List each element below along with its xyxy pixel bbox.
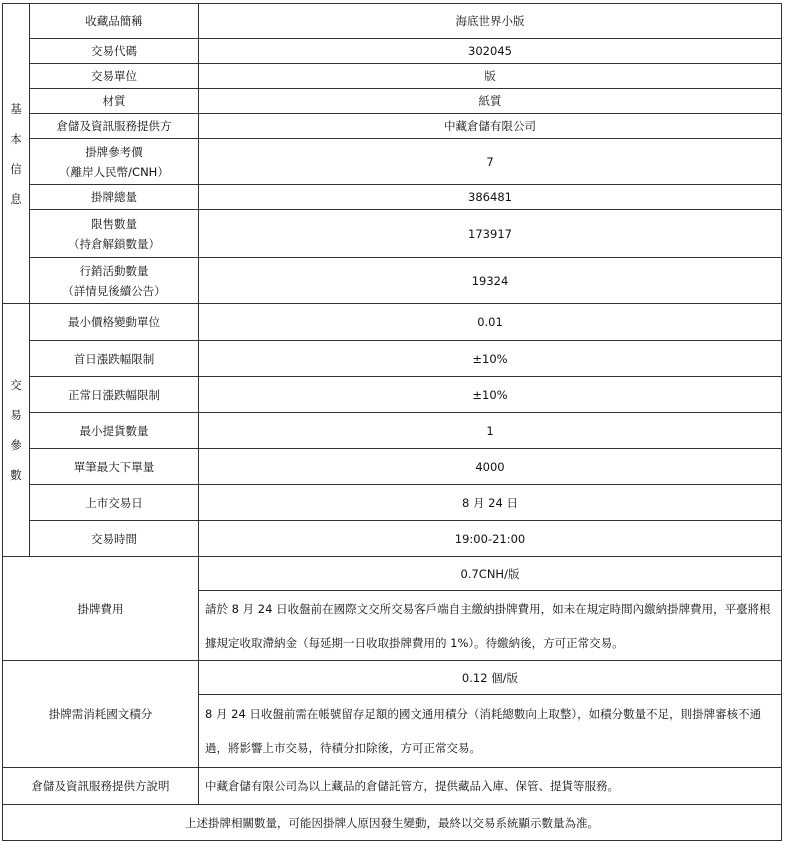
field-value: 版 [199, 64, 782, 89]
field-label: 材質 [30, 89, 199, 114]
table-row [3, 4, 782, 39]
points-value: 0.12 個/版 [199, 661, 782, 695]
field-label: 掛牌總量 [30, 185, 199, 210]
field-label: 正常日漲跌幅限制 [30, 377, 199, 413]
field-label: 單筆最大下單量 [30, 449, 199, 485]
field-value: 19324 [199, 258, 782, 304]
field-label: 最小價格變動單位 [30, 304, 199, 341]
listing-info-table [2, 3, 782, 841]
field-label: 交易代碼 [30, 39, 199, 64]
basic-section-label [3, 4, 30, 304]
points-description: 8 月 24 日收盤前需在帳號留存足額的國文通用積分（消耗總數向上取整），如積分數量不足，則掛牌審核不通過，將影響上市交易，待積分扣除後，方可正常交易。 [199, 695, 782, 768]
section-char: 交 [10, 378, 22, 392]
field-value: 302045 [199, 39, 782, 64]
field-value: 19:00-21:00 [199, 521, 782, 557]
field-value: 紙質 [199, 89, 782, 114]
field-label-line: （離岸人民幣/CNH） [59, 164, 169, 179]
trade-section-label [3, 304, 30, 557]
section-char: 易 [10, 408, 22, 422]
points-label: 掛牌需消耗國文積分 [3, 661, 199, 768]
field-value: 386481 [199, 185, 782, 210]
table-row [3, 413, 782, 449]
table-row [3, 258, 782, 304]
section-char: 參 [10, 438, 22, 452]
section-char: 信 [10, 161, 22, 176]
field-label [30, 258, 199, 304]
field-value: 8 月 24 日 [199, 485, 782, 521]
section-char: 數 [10, 468, 22, 482]
field-value: ±10% [199, 377, 782, 413]
table-row [3, 521, 782, 557]
table-row [3, 64, 782, 89]
table-row [3, 304, 782, 341]
field-value: 4000 [199, 449, 782, 485]
table-body [3, 4, 782, 841]
table-row [3, 210, 782, 258]
footer-note: 上述掛牌相關數量，可能因掛牌人原因發生變動，最終以交易系統顯示數量為准。 [3, 805, 782, 841]
field-value: 173917 [199, 210, 782, 258]
listing_fee-value: 0.7CNH/版 [199, 557, 782, 591]
table-row [3, 805, 782, 841]
field-label [30, 139, 199, 185]
field-label: 交易單位 [30, 64, 199, 89]
field-label-line: 掛牌參考價 [85, 144, 143, 159]
field-label-line: 限售數量 [91, 216, 137, 231]
field-label-line: （詳情見後續公告） [62, 283, 166, 298]
field-label: 倉儲及資訊服務提供方 [30, 114, 199, 139]
table-row [3, 114, 782, 139]
field-value: 海底世界小版 [199, 4, 782, 39]
field-label: 最小提貨數量 [30, 413, 199, 449]
field-label: 首日漲跌幅限制 [30, 341, 199, 377]
listing_fee-label: 掛牌費用 [3, 557, 199, 661]
field-label [30, 210, 199, 258]
section-char: 本 [10, 131, 22, 146]
field-value: 0.01 [199, 304, 782, 341]
table-row [3, 341, 782, 377]
table-row [3, 89, 782, 114]
field-label-line: （持倉解鎖數量） [68, 236, 160, 251]
provider-description: 中藏倉儲有限公司為以上藏品的倉儲託管方，提供藏品入庫、保管、提貨等服務。 [199, 768, 782, 805]
field-value: ±10% [199, 341, 782, 377]
field-value: 中藏倉儲有限公司 [199, 114, 782, 139]
field-label: 收藏品簡稱 [30, 4, 199, 39]
table-row [3, 449, 782, 485]
provider-label: 倉儲及資訊服務提供方說明 [3, 768, 199, 805]
listing_fee-description: 請於 8 月 24 日收盤前在國際文交所交易客戶端自主繳納掛牌費用，如未在規定時間內繳納掛牌費用，平臺將根據規定收取滯納金（每延期一日收取掛牌費用的 1%）。待繳納後，方可正常交易。 [199, 591, 782, 661]
section-char: 息 [10, 191, 22, 206]
table-row [3, 39, 782, 64]
table-row [3, 485, 782, 521]
table-row [3, 768, 782, 805]
field-label: 上市交易日 [30, 485, 199, 521]
field-value: 7 [199, 139, 782, 185]
field-label-line: 行銷活動數量 [79, 263, 149, 278]
table-row [3, 185, 782, 210]
table-row [3, 661, 782, 695]
section-char: 基 [10, 101, 22, 116]
field-value: 1 [199, 413, 782, 449]
table-row [3, 377, 782, 413]
field-label: 交易時間 [30, 521, 199, 557]
table-row [3, 557, 782, 591]
table-row [3, 139, 782, 185]
